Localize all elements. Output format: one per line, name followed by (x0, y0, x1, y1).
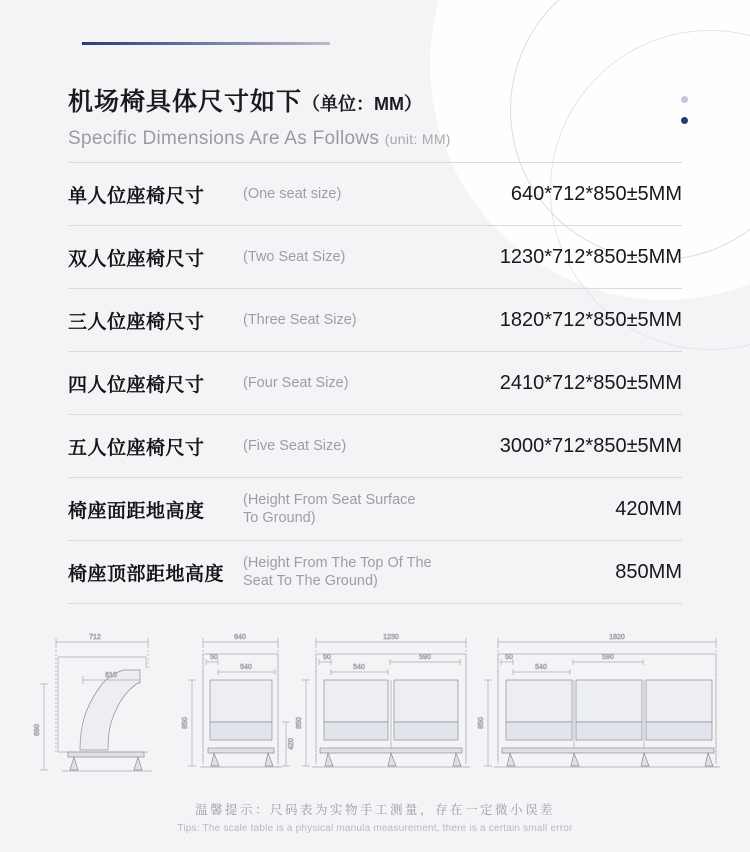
row-value: 1230*712*850±5MM (499, 245, 682, 268)
drawing-side-view (34, 634, 152, 771)
dim-label-590-three: 590 (602, 654, 614, 661)
page-subtitle-en: Specific Dimensions Are As Follows (68, 128, 380, 149)
table-row (68, 352, 682, 415)
dim-label-50-two: 50 (323, 654, 331, 661)
dim-label-640: 640 (234, 634, 246, 641)
row-value: 640*712*850±5MM (510, 182, 682, 205)
dim-label-712: 712 (89, 634, 101, 641)
row-label-cn: 椅座面距地高度 (68, 500, 205, 522)
table-row (68, 478, 682, 541)
footer-note (0, 800, 750, 834)
dim-label-50-one: 50 (210, 654, 218, 661)
dim-label-50-three: 50 (505, 654, 513, 661)
footer-note-en: Tips: The scale table is a physical manula measurement, there is a certain small error (177, 823, 573, 834)
row-label-cn: 三人位座椅尺寸 (68, 311, 205, 333)
footer-note-cn: 温馨提示：尺码表为实物手工测量，存在一定微小误差 (194, 803, 555, 817)
dim-label-590-two: 590 (419, 654, 431, 661)
table-row (68, 163, 682, 226)
table-row (68, 226, 682, 289)
row-value: 3000*712*850±5MM (499, 434, 682, 457)
table-row (68, 415, 682, 478)
dimensions-table (68, 162, 682, 604)
row-label-en: (Two Seat Size) (243, 248, 346, 265)
dim-label-850-one: 850 (182, 717, 189, 729)
table-row (68, 541, 682, 604)
dim-label-1820: 1820 (609, 634, 625, 641)
dim-label-610: 610 (105, 672, 117, 679)
row-label-cn: 双人位座椅尺寸 (68, 248, 205, 270)
page-title (68, 82, 688, 150)
table-row (68, 289, 682, 352)
row-label-en: (One seat size) (243, 185, 342, 202)
row-value: 2410*712*850±5MM (499, 371, 682, 394)
drawing-three-seat (478, 634, 720, 767)
dim-label-540-three: 540 (535, 664, 547, 671)
row-label-en: (Five Seat Size) (243, 437, 347, 454)
dim-label-540-two: 540 (353, 664, 365, 671)
row-label-cn: 椅座顶部距地高度 (68, 563, 225, 585)
technical-drawings (28, 622, 722, 790)
page-subtitle-en-unit: (unit: MM) (384, 131, 451, 147)
row-label-cn: 五人位座椅尺寸 (68, 437, 205, 459)
dim-label-690: 690 (34, 724, 41, 736)
page-title-cn-unit: （单位：MM） (302, 94, 423, 114)
dim-label-420: 420 (288, 738, 295, 750)
dim-label-1230: 1230 (383, 634, 399, 641)
drawing-one-seat (182, 634, 295, 767)
page-subtitle (68, 128, 688, 150)
dim-label-850-three: 850 (478, 717, 485, 729)
row-label-cn: 单人位座椅尺寸 (68, 185, 205, 207)
row-label-cn: 四人位座椅尺寸 (68, 374, 205, 396)
row-label-en: (Height From Seat Surface To Ground) (243, 491, 416, 526)
row-label-en: (Three Seat Size) (243, 311, 357, 328)
row-value: 1820*712*850±5MM (499, 308, 682, 331)
page-title-cn: 机场椅具体尺寸如下 (68, 88, 303, 116)
drawings-svg (28, 622, 722, 790)
row-label-en: (Four Seat Size) (243, 374, 349, 391)
dim-label-540-one: 540 (240, 664, 252, 671)
dim-label-850-two: 850 (296, 717, 303, 729)
row-value: 850MM (615, 560, 682, 583)
drawing-two-seat (296, 634, 470, 767)
row-label-en: (Height From The Top Of The Seat To The Ground) (243, 554, 432, 589)
row-value: 420MM (615, 497, 682, 520)
decor-top-bar (82, 42, 330, 45)
